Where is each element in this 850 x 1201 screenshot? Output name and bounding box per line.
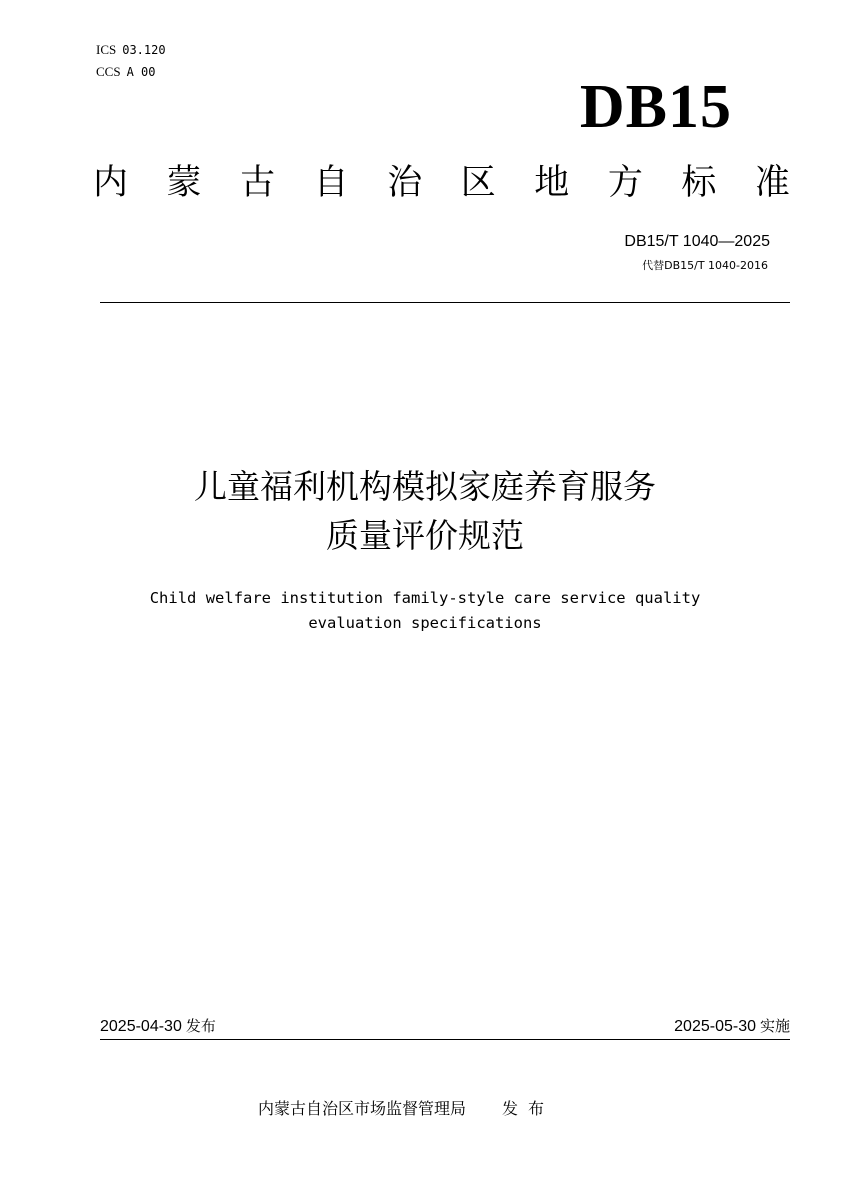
issue-date	[100, 1016, 216, 1037]
issue-date-value: 2025-04-30	[100, 1018, 182, 1035]
implementation-date-value: 2025-05-30	[674, 1018, 756, 1035]
ics-label: ICS	[96, 42, 117, 57]
standard-type	[93, 163, 790, 203]
standard-number: DB15/T 1040—2025	[624, 233, 770, 250]
implementation-date	[674, 1016, 790, 1037]
issuer	[258, 1099, 554, 1119]
title-en-line2: evaluation specifications	[308, 614, 542, 632]
replaces-standard: 代替DB15/T 1040-2016	[642, 259, 768, 272]
standard-type-char: 内	[93, 163, 129, 203]
standard-type-char: 区	[460, 163, 496, 203]
standard-type-char: 标	[681, 163, 717, 203]
standard-type-char: 治	[387, 163, 423, 203]
issuer-name: 内蒙古自治区市场监督管理局	[258, 1099, 467, 1118]
implementation-date-label: 实施	[759, 1017, 790, 1035]
title-cn-line2: 质量评价规范	[326, 516, 524, 555]
title-en-line1: Child welfare institution family-style care service quality	[149, 589, 701, 607]
ccs-label: CCS	[96, 64, 121, 79]
ccs-value: A 00	[126, 65, 156, 79]
ics-value: 03.120	[122, 43, 166, 57]
standard-type-char: 准	[754, 163, 790, 203]
ccs-code	[96, 64, 155, 80]
db-mark: DB15	[579, 73, 732, 141]
standard-type-char: 方	[607, 163, 643, 203]
standard-type-char: 蒙	[166, 163, 202, 203]
issue-date-label: 发布	[185, 1017, 216, 1035]
issuer-action: 发布	[502, 1099, 555, 1118]
bottom-divider	[100, 1039, 790, 1040]
standard-type-char: 古	[240, 163, 276, 203]
top-divider	[100, 302, 790, 303]
ics-code	[96, 42, 166, 58]
standard-type-char: 地	[534, 163, 570, 203]
title-cn-line1: 儿童福利机构模拟家庭养育服务	[194, 467, 656, 506]
standard-type-char: 自	[313, 163, 349, 203]
